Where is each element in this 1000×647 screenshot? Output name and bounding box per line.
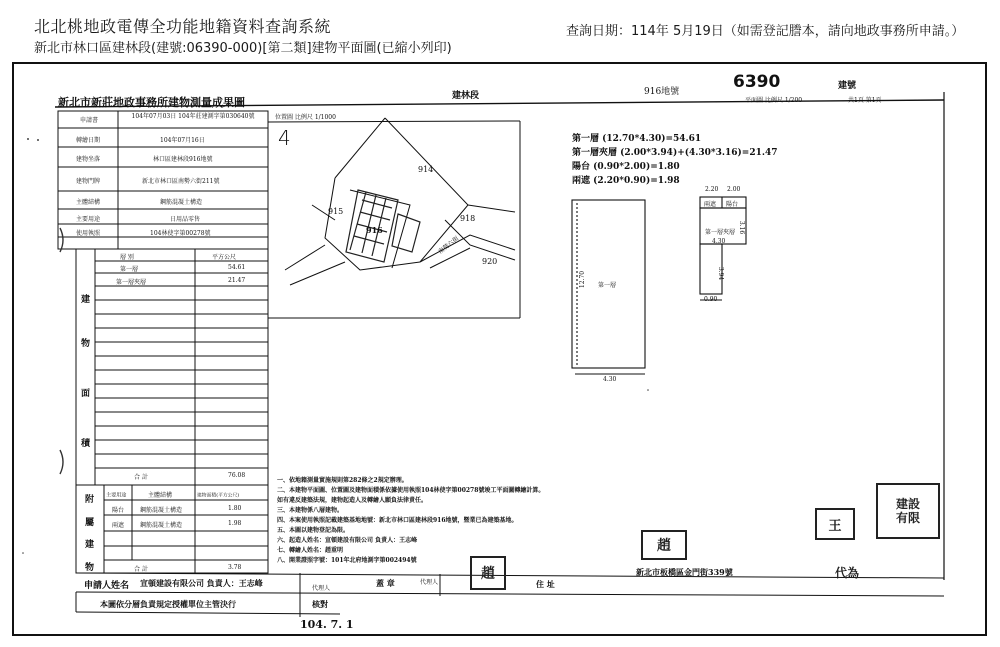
note-line: 五、本圖以建物登記為限。 — [277, 527, 350, 534]
land-number: 916地號 — [644, 87, 680, 97]
info-label: 轉繪日期 — [76, 137, 101, 144]
info-label: 主體結構 — [76, 199, 101, 206]
annex-side-char: 附 — [85, 495, 95, 505]
section-name: 建林段 — [452, 91, 480, 101]
plan-dim-220: 2.20 — [705, 186, 719, 193]
office-title: 新北市新莊地政事務所建物測量成果圖 — [58, 96, 245, 109]
info-value: 104年07月16日 — [160, 137, 205, 144]
seal-label: 蓋 章 — [376, 578, 395, 588]
plan-awning-label: 兩遮 — [704, 201, 717, 208]
parcel-label: 915 — [328, 207, 344, 216]
building-number-label: 建號 — [838, 81, 857, 91]
document-subtitle: 新北市林口區建林段(建號:06390-000)[第二類]建物平面圖(已縮小列印) — [34, 41, 452, 56]
plan-dim-width: 4.30 — [603, 376, 617, 383]
plan-balcony-label: 陽台 — [726, 201, 739, 208]
plan-dim-316: 3.16 — [738, 220, 746, 235]
area-side-char: 建 — [81, 295, 91, 305]
applicant-address: 新北市板橋區金門街339號 — [636, 567, 733, 577]
area-value: 54.61 — [228, 264, 246, 271]
note-line: 七、轉繪人姓名：趙重明 — [277, 547, 344, 554]
address-label: 住 址 — [536, 579, 555, 589]
area-total-label: 合 計 — [134, 474, 148, 481]
info-value: 104林使字第00278號 — [150, 230, 211, 237]
annex-side-char: 物 — [85, 563, 95, 573]
info-label: 申請書 — [80, 117, 99, 124]
area-total: 76.08 — [228, 472, 246, 479]
info-label: 建物坐落 — [76, 156, 101, 163]
info-value: 日用品零售 — [170, 216, 201, 223]
seal-company: 建設 有限 — [876, 483, 940, 539]
calc-line: 陽台 (0.90*2.00)=1.80 — [572, 162, 680, 172]
agent-label-2: 代理人 — [420, 579, 439, 586]
note-line: 六、起造人姓名：宣頓建設有限公司 負責人：王志峰 — [277, 537, 418, 544]
plan-scale: 平面圖 比例尺 1/200 — [745, 97, 803, 104]
note-line: 三、本建物係八層建物。 — [277, 507, 344, 514]
parcel-label: 914 — [418, 165, 434, 174]
plan-mezz-label: 第一層夾層 — [705, 229, 736, 236]
info-value: 104年07月03日 104年莊建測字第030640號 — [131, 113, 255, 120]
annex-area: 1.98 — [228, 520, 242, 527]
plan-floor1-label: 第一層 — [598, 282, 617, 289]
note-line: 一、依地籍測量實施規則第282條之2規定辦理。 — [277, 477, 408, 484]
annex-total: 3.78 — [228, 564, 242, 571]
info-value: 林口區建林段916地號 — [153, 156, 213, 163]
annex-total-label: 合 計 — [134, 566, 148, 573]
annex-struct: 鋼筋混凝土構造 — [140, 507, 183, 514]
parcel-label: 920 — [482, 257, 498, 266]
parcel-label: 918 — [460, 214, 476, 223]
calc-line: 第一層 (12.70*4.30)=54.61 — [572, 134, 702, 144]
info-label: 主要用途 — [76, 216, 101, 223]
applicant-name: 宣頓建設有限公司 負責人：王志峰 — [140, 578, 263, 588]
system-title: 北北桃地政電傳全功能地籍資料查詢系統 — [34, 17, 332, 36]
info-label: 使用執照 — [76, 230, 101, 237]
info-label: 建物門牌 — [76, 178, 101, 185]
verify-label: 核對 — [312, 599, 328, 609]
area-floor: 第一層 — [120, 266, 139, 273]
plan-dim-090: 0.90 — [704, 296, 718, 303]
note-line: 二、本建物平面圖、位置圖及建物面積係依據使用執照104林使字第00278號竣工平面圖轉繪計算。 — [277, 487, 545, 494]
calc-line: 第一層夾層 (2.00*3.94)+(4.30*3.16)=21.47 — [572, 148, 778, 158]
plan-dim-height: 12.70 — [579, 270, 587, 289]
annex-side-char: 屬 — [85, 518, 95, 528]
page-count: 共1頁 第1頁 — [848, 97, 882, 104]
area-value: 21.47 — [228, 277, 246, 284]
calc-line: 兩遮 (2.20*0.90)=1.98 — [572, 176, 680, 186]
authorization-note: 本圖依分層負責規定授權單位主管決行 — [100, 599, 236, 609]
area-side-char: 物 — [81, 339, 91, 349]
parcel-label: 916 — [366, 225, 383, 235]
info-value: 鋼筋混凝土構造 — [160, 199, 203, 206]
date-stamp: 104. 7. 1 — [300, 618, 354, 631]
annex-side-char: 建 — [85, 540, 95, 550]
plan-dim-430: 4.30 — [712, 238, 726, 245]
seal-zhao: 趙 — [641, 530, 687, 560]
seal-wang: 王 — [815, 508, 855, 540]
query-date: 查詢日期：114年 5月19日（如需登記謄本，請向地政事務所申請。） — [566, 24, 965, 39]
plan-dim-394: 3.94 — [717, 266, 725, 281]
annex-header: 建物面積(平方公尺) — [197, 492, 240, 499]
road-label: 南勢六街 — [437, 235, 461, 256]
plan-dim-200: 2.00 — [727, 186, 741, 193]
handwritten-mark: 4 — [278, 126, 291, 150]
seal-zhao-2: 趙 — [470, 556, 506, 590]
agent-label: 代理人 — [312, 585, 331, 592]
area-floor: 第一層夾層 — [116, 279, 147, 286]
note-line: 如有違反建築法規，建物起造人及轉繪人願負法律責任。 — [277, 497, 428, 504]
annex-use: 兩遮 — [112, 522, 125, 529]
location-scale: 位置圖 比例尺 1/1000 — [275, 114, 336, 121]
building-number: 6390 — [733, 72, 781, 92]
applicant-label: 申請人姓名 — [84, 581, 130, 591]
info-value: 新北市林口區南勢六街211號 — [142, 178, 220, 185]
area-col-floor: 層 別 — [120, 254, 134, 261]
annex-area: 1.80 — [228, 505, 242, 512]
annex-use: 陽台 — [112, 507, 125, 514]
note-line: 八、開業證照字號：101年北府地測字第002494號 — [277, 557, 417, 564]
seal-dai: 代為 — [834, 565, 859, 580]
annex-header: 主體結構 — [148, 492, 173, 499]
annex-header: 主要用途 — [106, 492, 127, 499]
area-side-char: 積 — [81, 439, 91, 449]
area-side-char: 面 — [81, 389, 91, 399]
annex-struct: 鋼筋混凝土構造 — [140, 522, 183, 529]
note-line: 四、本案使用執照記載建築基地地號：新北市林口區建林段916地號，暨業已為建築基地。 — [277, 517, 518, 524]
area-col-unit: 平方公尺 — [212, 254, 237, 261]
